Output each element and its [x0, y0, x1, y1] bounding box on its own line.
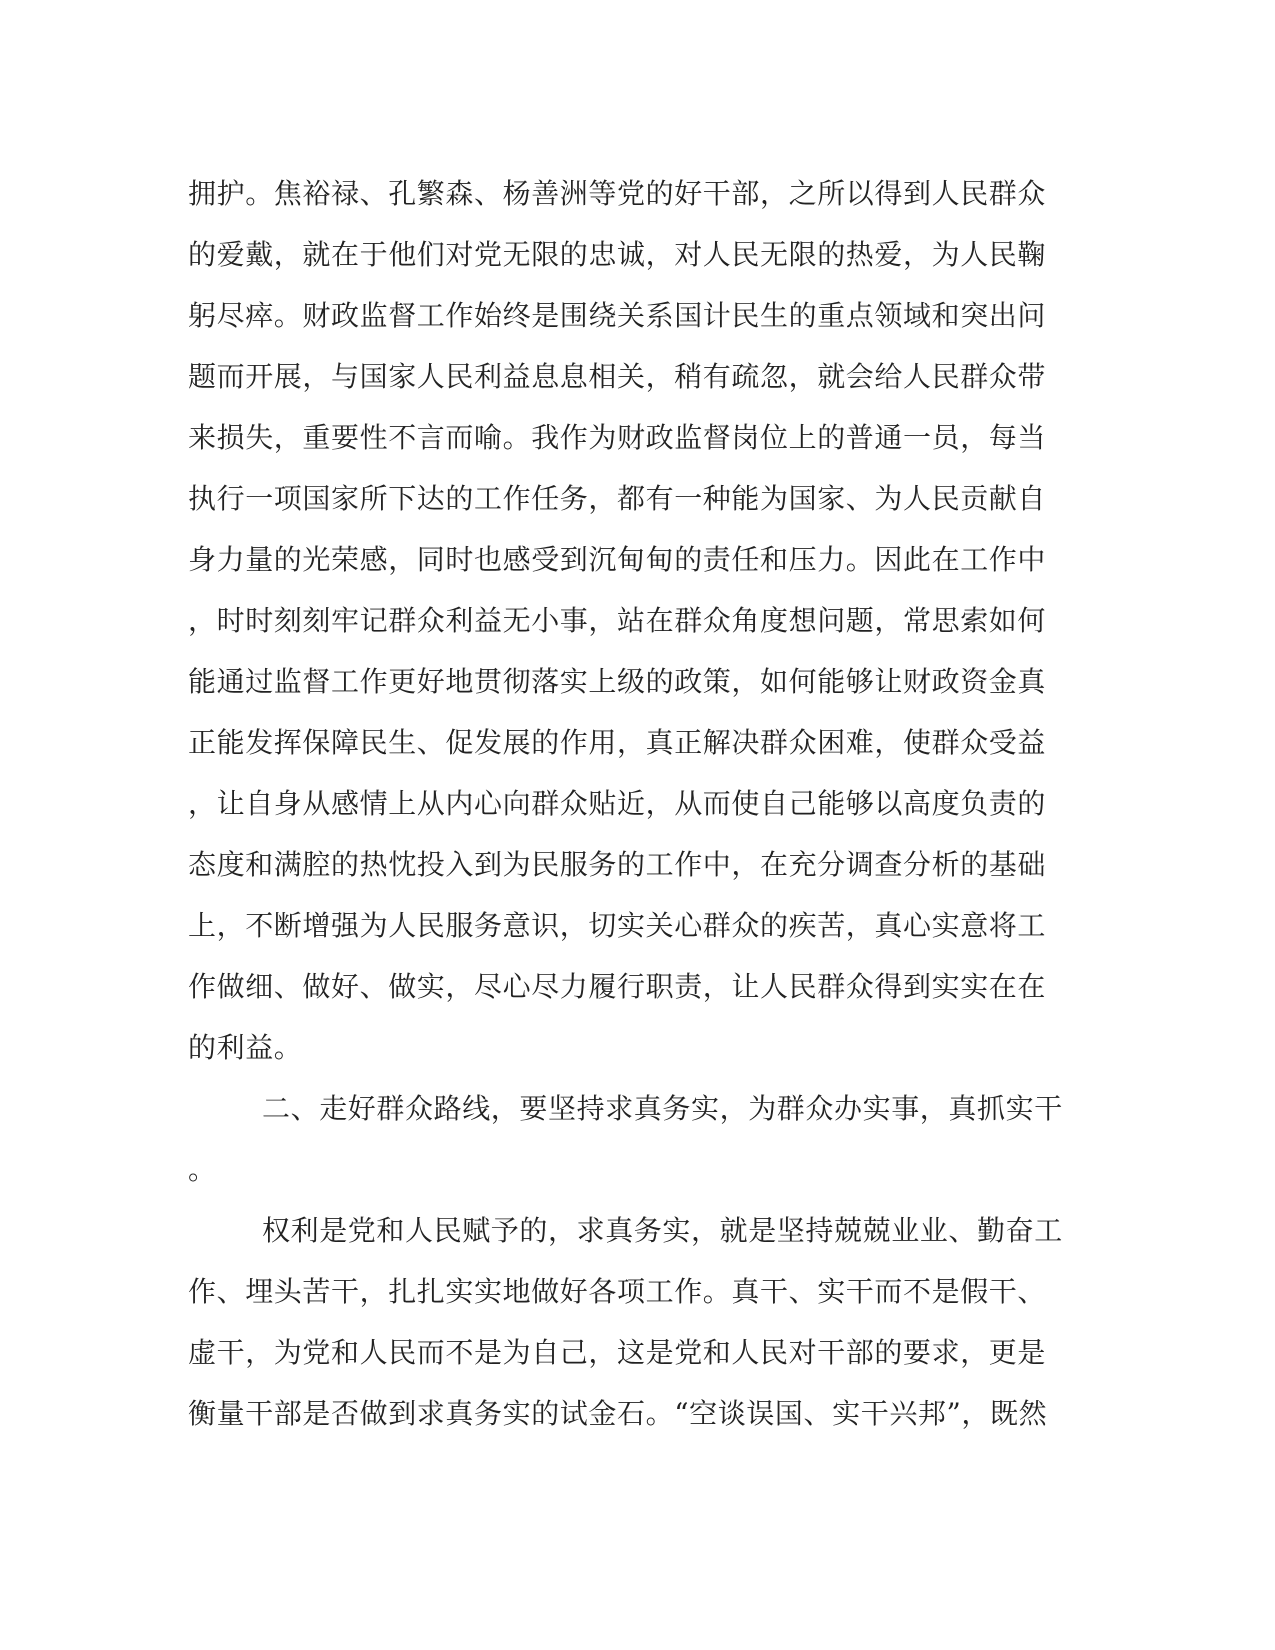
text-line: 上，不断增强为人民服务意识，切实关心群众的疾苦，真心实意将工 — [188, 909, 1047, 942]
text-line: ，时时刻刻牢记群众利益无小事，站在群众角度想问题，常思索如何 — [188, 604, 1047, 637]
text-line: 能通过监督工作更好地贯彻落实上级的政策，如何能够让财政资金真 — [188, 665, 1047, 698]
text-line: 题而开展，与国家人民利益息息相关，稍有疏忽，就会给人民群众带 — [188, 360, 1047, 393]
body-text — [188, 163, 1088, 1444]
text-line: 身力量的光荣感，同时也感受到沉甸甸的责任和压力。因此在工作中 — [188, 543, 1047, 576]
text-line: 正能发挥保障民生、促发展的作用，真正解决群众困难，使群众受益 — [188, 726, 1047, 759]
text-line: 执行一项国家所下达的工作任务，都有一种能为国家、为人民贡献自 — [188, 482, 1047, 515]
text-line: 态度和满腔的热忱投入到为民服务的工作中，在充分调查分析的基础 — [188, 848, 1047, 881]
text-line: 拥护。焦裕禄、孔繁森、杨善洲等党的好干部，之所以得到人民群众 — [188, 177, 1047, 210]
text-line: 虚干，为党和人民而不是为自己，这是党和人民对干部的要求，更是 — [188, 1336, 1047, 1369]
text-line: 作、埋头苦干，扎扎实实地做好各项工作。真干、实干而不是假干、 — [188, 1275, 1047, 1308]
text-line: 作做细、做好、做实，尽心尽力履行职责，让人民群众得到实实在在 — [188, 970, 1047, 1003]
text-line: ，让自身从感情上从内心向群众贴近，从而使自己能够以高度负责的 — [188, 787, 1047, 820]
text-line: 来损失，重要性不言而喻。我作为财政监督岗位上的普通一员，每当 — [188, 421, 1047, 454]
paragraph-start: 权利是党和人民赋予的，求真务实，就是坚持兢兢业业、勤奋工 — [262, 1214, 1063, 1247]
text-line: 躬尽瘁。财政监督工作始终是围绕关系国计民生的重点领域和突出问 — [188, 299, 1047, 332]
text-line: 的爱戴，就在于他们对党无限的忠诚，对人民无限的热爱，为人民鞠 — [188, 238, 1047, 271]
text-line: 衡量干部是否做到求真务实的试金石。“空谈误国、实干兴邦”，既然 — [188, 1397, 1048, 1430]
text-line: 的利益。 — [188, 1031, 303, 1064]
text-line: 。 — [188, 1153, 217, 1186]
section-heading: 二、走好群众路线，要坚持求真务实，为群众办实事，真抓实干 — [262, 1092, 1063, 1125]
